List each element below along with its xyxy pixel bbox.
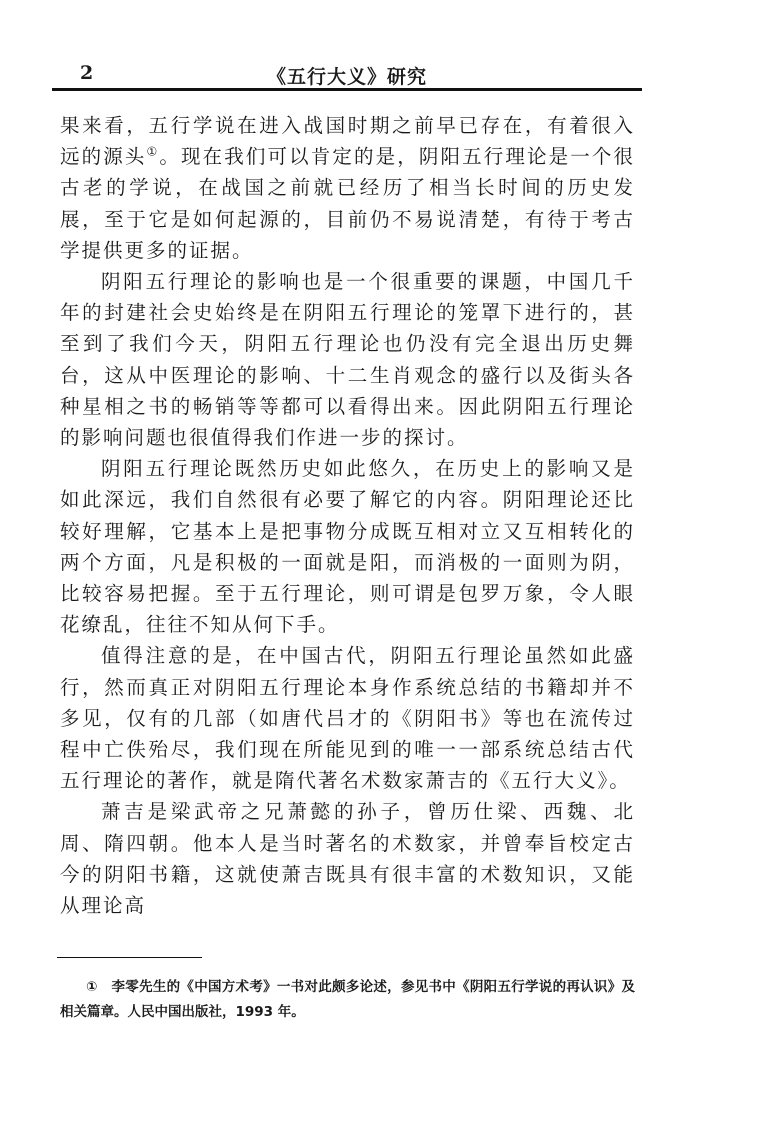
header-rule [52, 88, 642, 91]
footnote: ① 李零先生的《中国方术考》一书对此颇多论述，参见书中《阴阳五行学说的再认识》及相关篇章。人民中国出版社，1993 年。 [60, 979, 635, 1020]
paragraph-4: 值得注意的是，在中国古代，阴阳五行理论虽然如此盛行，然而真正对阴阳五行理论本身作系统总结的书籍却并不多见，仅有的几部（如唐代吕才的《阴阳书》等也在流传过程中亡佚殆尽，我们现在所能见到的唯一一部系统总结古代五行理论的著作，就是隋代著名术数家萧吉的《五行大义》。 [60, 644, 635, 793]
footnote-marker: ① [146, 144, 160, 159]
page-header [52, 60, 642, 90]
body-text [60, 110, 635, 921]
paragraph-3: 阴阳五行理论既然历史如此悠久，在历史上的影响又是如此深远，我们自然很有必要了解它的内容。阴阳理论还比较好理解，它基本上是把事物分成既互相对立又互相转化的两个方面，凡是积极的一面就是阳，而消极的一面则为阴，比较容易把握。至于五行理论，则可谓是包罗万象，令人眼花缭乱，往往不知从何下手。 [60, 457, 635, 637]
paragraph-1 [60, 110, 635, 266]
paragraph-5: 萧吉是梁武帝之兄萧懿的孙子，曾历仕梁、西魏、北周、隋四朝。他本人是当时著名的术数家，并曾奉旨校定古今的阴阳书籍，这就使萧吉既具有很丰富的术数知识，又能从理论高 [60, 800, 635, 918]
paragraph-2: 阴阳五行理论的影响也是一个很重要的课题，中国几千年的封建社会史始终是在阴阳五行理论的笼罩下进行的，甚至到了我们今天，阴阳五行理论也仍没有完全退出历史舞台，这从中医理论的影响、十二生肖观念的盛行以及街头各种星相之书的畅销等等都可以看得出来。因此阴阳五行理论的影响问题也很值得我们作进一步的探讨。 [60, 270, 635, 450]
page-number: 2 [80, 62, 94, 84]
paragraph-1-part-a: 果来看，五行学说在进入战国时期之前早已存在，有着很入远的源头 [60, 114, 635, 169]
paragraph-1-part-b: 。现在我们可以肯定的是，阴阳五行理论是一个很古老的学说，在战国之前就已经历了相当长时间的历史发展，至于它是如何起源的，目前仍不易说清楚，有待于考古学提供更多的证据。 [60, 145, 635, 262]
running-title: 《五行大义》研究 [266, 66, 427, 88]
footnote-rule [57, 957, 202, 958]
